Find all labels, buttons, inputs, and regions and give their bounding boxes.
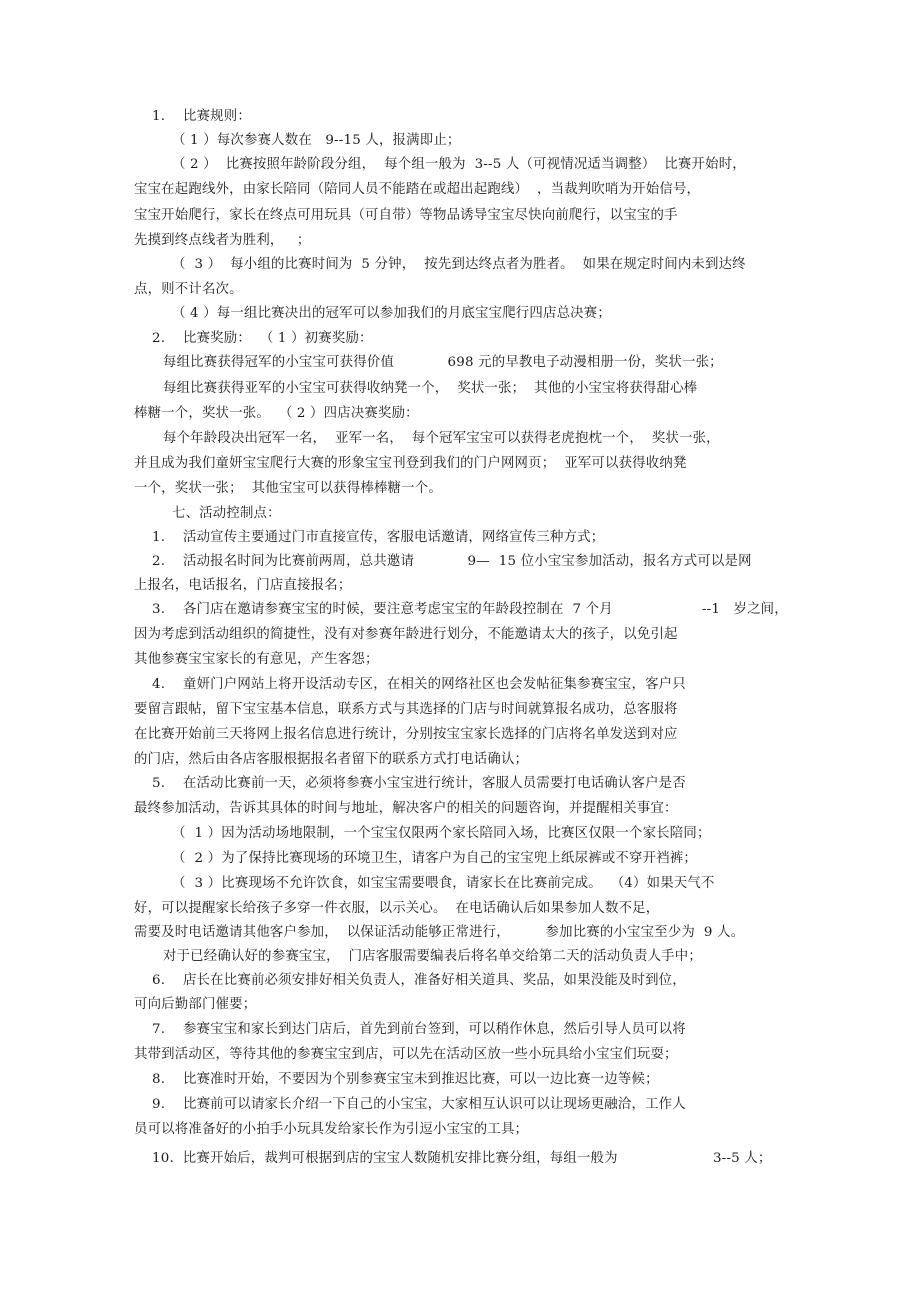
text-line: 棒糖一个，奖状一张。 （ 2 ）四店决赛奖励： [134, 406, 419, 421]
text-line: 2. 活动报名时间为比赛前两周，总共邀请 9— 15 位小宝宝参加活动，报名方式可以是网 [152, 554, 752, 569]
text-line: 3--5 人； [713, 1151, 772, 1166]
text-line: 先摸到终点线者为胜利， ； [134, 233, 311, 248]
text-line: 要留言跟帖，留下宝宝基本信息，联系方式与其选择的门店与时间就算报名成功，总客服将 [134, 702, 678, 717]
text-line: 每个年龄段决出冠军一名， 亚军一名， 每个冠军宝宝可以获得老虎抱枕一个， 奖状一张， [163, 431, 720, 446]
text-line: 在比赛开始前三天将网上报名信息进行统计，分别按宝宝家长选择的门店将名单发送到对应 [134, 727, 678, 742]
text-line: （ 1 ）因为活动场地限制，一个宝宝仅限两个家长陪同入场，比赛区仅限一个家长陪同； [172, 826, 711, 841]
text-line: 需要及时电话邀请其他客户参加， 以保证活动能够正常进行， 参加比赛的小宝宝至少为 9 人。 [134, 925, 745, 940]
text-line: 宝宝开始爬行，家长在终点可用玩具（可自带）等物品诱导宝宝尽快向前爬行，以宝宝的手 [134, 208, 678, 223]
text-line: 每组比赛获得冠军的小宝宝可获得价值 698 元的早教电子动漫相册一份，奖状一张； [163, 355, 723, 370]
text-line: 因为考虑到活动组织的简捷性，没有对参赛年龄进行划分，不能邀请太大的孩子，以免引起 [134, 627, 678, 642]
text-line: 并且成为我们童妍宝宝爬行大赛的形象宝宝刊登到我们的门户网网页； 亚军可以获得收纳凳 [134, 456, 687, 471]
text-line: 7. 参赛宝宝和家长到达门店后，首先到前台签到，可以稍作休息，然后引导人员可以将 [152, 1022, 686, 1037]
text-line: （ 3 ） 每小组的比赛时间为 5 分钟， 按先到达终点者为胜者。 如果在规定时间内未到达终 [172, 257, 746, 272]
text-line: 其他参赛宝宝家长的有意见，产生客怨； [134, 652, 379, 667]
section-heading: 七、活动控制点： [172, 506, 281, 521]
text-line: 上报名，电话报名，门店直接报名； [134, 578, 352, 593]
text-line: 宝宝在起跑线外，由家长陪同（陪同人员不能踏在或超出起跑线） ，当裁判吹哨为开始信号， [134, 182, 701, 197]
text-line: （ 4 ）每一组比赛决出的冠军可以参加我们的月底宝宝爬行四店总决赛； [172, 306, 611, 321]
text-line: 1. 比赛规则： [152, 109, 251, 124]
text-line: 可向后勤部门催要； [134, 997, 257, 1012]
text-line: （ 2 ） 比赛按照年龄阶段分组， 每个组一般为 3--5 人（可视情况适当调整） 比赛开始时， [172, 157, 746, 172]
text-line: 8. 比赛准时开始，不要因为个别参赛宝宝未到推迟比赛，可以一边比赛一边等候； [152, 1072, 659, 1087]
text-line: （ 2 ）为了保持比赛现场的环境卫生，请客户为自己的宝宝兜上纸尿裤或不穿开裆裤； [172, 851, 697, 866]
text-line: 5. 在活动比赛前一天，必须将参赛小宝宝进行统计，客服人员需要打电话确认客户是否 [152, 776, 686, 791]
text-line: 2. 比赛奖励： （ 1 ）初赛奖励： [152, 331, 373, 346]
text-line: 9. 比赛前可以请家长介绍一下自己的小宝宝，大家相互认识可以让现场更融洽，工作人 [152, 1097, 686, 1112]
text-line: 每组比赛获得亚军的小宝宝可获得收纳凳一个， 奖状一张； 其他的小宝宝将获得甜心棒 [163, 381, 698, 396]
text-line: （ 1 ）每次参赛人数在 9--15 人，报满即止； [172, 133, 461, 148]
text-line: 6. 店长在比赛前必须安排好相关负责人，准备好相关道具、奖品，如果没能及时到位， [152, 973, 686, 988]
text-line: 10. 比赛开始后，裁判可根据到店的宝宝人数随机安排比赛分组，每组一般为 [152, 1151, 618, 1166]
text-line: 好，可以提醒家长给孩子多穿一件衣服，以示关心。 在电话确认后如果参加人数不足， [134, 901, 660, 916]
text-line: 员可以将准备好的小拍手小玩具发给家长作为引逗小宝宝的工具； [134, 1122, 529, 1137]
text-line: 一个，奖状一张； 其他宝宝可以获得棒棒糖一个。 [134, 481, 442, 496]
text-line: 点，则不计名次。 [134, 282, 243, 297]
text-line: 1. 活动宣传主要通过门市直接宣传，客服电话邀请，网络宣传三种方式； [152, 530, 605, 545]
text-line: 其带到活动区，等待其他的参赛宝宝到店，可以先在活动区放一些小玩具给小宝宝们玩耍； [134, 1047, 678, 1062]
text-line: （ 3 ）比赛现场不允许饮食，如宝宝需要喂食，请家长在比赛前完成。 （4）如果天气不 [172, 876, 715, 891]
text-line: 对于已经确认好的参赛宝宝， 门店客服需要编表后将名单交给第二天的活动负责人手中； [163, 949, 702, 964]
text-line: 最终参加活动，告诉其具体的时间与地址，解决客户的相关的问题咨询，并提醒相关事宜： [134, 801, 678, 816]
text-line: 的门店，然后由各店客服根据报名者留下的联系方式打电话确认； [134, 752, 529, 767]
text-line: 3. 各门店在邀请参赛宝宝的时候，要注意考虑宝宝的年龄段控制在 7 个月 --1 岁之间， [152, 602, 788, 617]
text-line: 4. 童妍门户网站上将开设活动专区，在相关的网络社区也会发帖征集参赛宝宝，客户只 [152, 677, 686, 692]
